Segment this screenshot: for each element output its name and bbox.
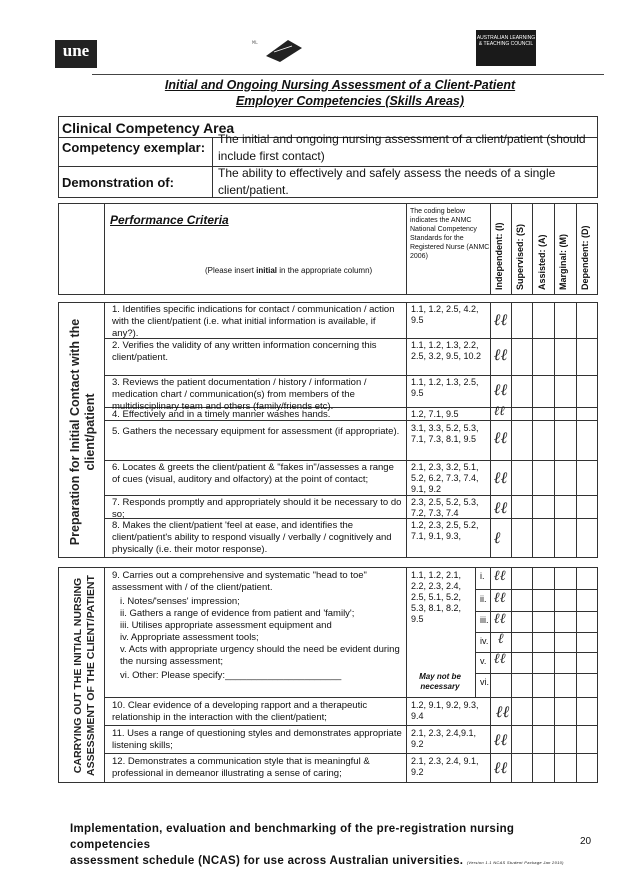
criterion-10-initial[interactable]: ℓℓ — [496, 702, 510, 721]
une-logo: une — [55, 40, 97, 68]
divider — [490, 203, 491, 295]
criterion-6: 6. Locates & greets the client/patient & "fakes in"/assesses a range of cues (visual, auditory and olfactory) at the point of contact; — [112, 462, 394, 485]
criterion-1-initial[interactable]: ℓℓ — [494, 310, 508, 329]
criterion-9ii-initial[interactable]: ℓℓ — [494, 590, 506, 606]
column-marginal: Marginal: (M) — [558, 234, 568, 290]
demonstration-label: Demonstration of: — [62, 175, 174, 190]
divider — [406, 203, 407, 295]
column-dependent: Dependent: (D) — [580, 225, 590, 290]
page-number: 20 — [580, 836, 592, 847]
row-divider — [104, 725, 598, 726]
criterion-12: 12. Demonstrates a communication style that is meaningful & professional in demeanor illustrating a sense of caring; — [112, 756, 370, 779]
criterion-9-sub-iii: iii. Utilises appropriate assessment equipment and — [120, 620, 332, 631]
header-rule — [92, 74, 604, 75]
divider — [532, 567, 533, 783]
criterion-10: 10. Clear evidence of a developing rapport and a therapeutic relationship in the interaction with the client/patient; — [112, 700, 368, 723]
divider — [104, 203, 105, 295]
document-title: Initial and Ongoing Nursing Assessment of a Client-Patient — [164, 78, 516, 92]
exemplar-text: The initial and ongoing nursing assessment of a client/patient (should include first contact) — [218, 132, 586, 163]
criterion-12-codes: 2.1, 2.3, 2.4, 9.1, 9.2 — [411, 756, 479, 777]
criterion-9-sub-v: v. Acts with appropriate urgency should the need be evident during the nursing assessment; — [120, 644, 400, 667]
row-divider — [104, 697, 598, 698]
divider — [576, 567, 577, 783]
criterion-3-codes: 1.1, 1.2, 1.3, 2.5, 9.5 — [411, 377, 479, 398]
criterion-9v-initial[interactable]: ℓℓ — [494, 651, 506, 667]
criterion-5-codes: 3.1, 3.3, 5.2, 5.3, 7.1, 7.3, 8.1, 9.5 — [411, 423, 479, 444]
divider — [511, 203, 512, 295]
roman-ii: ii. — [480, 594, 487, 604]
criterion-4-codes: 1.2, 7.1, 9.5 — [411, 409, 459, 419]
column-assisted: Assisted: (A) — [537, 234, 547, 290]
criterion-3: 3. Reviews the patient documentation / history / information / medication chart / communication(s) from members of the multidisciplinary team and others (family/friends etc). — [112, 377, 367, 412]
divider — [532, 302, 533, 558]
criterion-2-initial[interactable]: ℓℓ — [494, 345, 508, 364]
coding-note: The coding below indicates the ANMC National Competency Standards for the Registered Nurse (ANMC 2006) — [410, 208, 490, 260]
roman-v: v. — [480, 656, 487, 666]
roman-vi: vi. — [480, 677, 489, 687]
criterion-5-initial[interactable]: ℓℓ — [494, 428, 508, 447]
divider — [554, 567, 555, 783]
criterion-7-codes: 2.3, 2.5, 5.2, 5.3, 7.2, 7.3, 7.4 — [411, 497, 479, 518]
criterion-8-codes: 1.2, 2.3, 2.5, 5.2, 7.1, 9.1, 9.3, — [411, 520, 479, 541]
criterion-4: 4. Effectively and in a timely manner washes hands. — [112, 409, 331, 420]
criterion-1: 1. Identifies specific indications for contact / communication / action with the client/patient (i.e. what initial information is available, if any?). — [112, 304, 395, 339]
document-subtitle: Employer Competencies (Skills Areas) — [235, 94, 465, 108]
divider — [511, 567, 512, 783]
assessment-section-label: CARRYING OUT THE INITIAL NURSING ASSESSMENT OF THE CLIENT/PATIENT — [72, 575, 97, 776]
roman-i: i. — [480, 571, 485, 581]
row-divider — [104, 460, 598, 461]
criterion-6-initial[interactable]: ℓℓ — [494, 468, 508, 487]
criterion-5: 5. Gathers the necessary equipment for assessment (if appropriate). — [112, 426, 400, 437]
divider — [554, 203, 555, 295]
criterion-9-sub-vi: vi. Other: Please specify:______________________ — [120, 670, 342, 681]
divider — [212, 137, 213, 198]
criterion-9-sub-i: i. Notes/'senses' impression; — [120, 596, 240, 607]
exemplar-label: Competency exemplar: — [62, 140, 206, 155]
divider — [406, 302, 407, 558]
criterion-9-sub-iv: iv. Appropriate assessment tools; — [120, 632, 259, 643]
ml-logo: ML — [262, 38, 306, 64]
criterion-12-initial[interactable]: ℓℓ — [494, 758, 508, 777]
criterion-9: 9. Carries out a comprehensive and systematic "head to toe" assessment with / of the client/patient. — [112, 570, 367, 593]
criteria-instruction: (Please insert initial in the appropriate column) — [205, 266, 373, 275]
divider — [554, 302, 555, 558]
criterion-9iv-initial[interactable]: ℓ — [498, 631, 504, 647]
criterion-9i-initial[interactable]: ℓℓ — [494, 568, 506, 584]
column-supervised: Supervised: (S) — [515, 223, 525, 290]
criterion-9iii-initial[interactable]: ℓℓ — [494, 611, 506, 627]
divider — [104, 567, 105, 783]
divider — [576, 203, 577, 295]
divider — [511, 302, 512, 558]
criterion-8: 8. Makes the client/patient 'feel at ease, and identifies the client/patient's ability to respond visually / verbally / cognitively and physically (i.e. their motor response). — [112, 520, 392, 555]
divider — [532, 203, 533, 295]
row-divider — [104, 753, 598, 754]
roman-iii: iii. — [480, 615, 489, 625]
criterion-7: 7. Responds promptly and appropriately should it be necessary to do so; — [112, 497, 402, 520]
criterion-6-codes: 2.1, 2.3, 3.2, 5.1, 5.2, 6.2, 7.3, 7.4, 9.1, 9.2 — [411, 462, 479, 494]
criterion-10-codes: 1.2, 9.1, 9.2, 9.3, 9.4 — [411, 700, 479, 721]
competency-area-label: Clinical Competency Area — [62, 120, 235, 136]
footer-text: Implementation, evaluation and benchmarking of the pre-registration nursing competencies assessment schedule (NCAS) for use across Australian universities. (Version 1.1 NCAS Student Package Jan 2010) — [70, 823, 564, 867]
criterion-1-codes: 1.1, 1.2, 2.5, 4.2, 9.5 — [411, 304, 479, 325]
row-divider — [104, 375, 598, 376]
criterion-4-initial[interactable]: ℓℓ — [494, 404, 506, 419]
divider — [576, 302, 577, 558]
criterion-7-initial[interactable]: ℓℓ — [494, 498, 508, 517]
criterion-11-initial[interactable]: ℓℓ — [494, 730, 508, 749]
column-independent: Independent: (I) — [494, 222, 504, 290]
divider — [490, 567, 491, 783]
row-divider — [475, 632, 598, 633]
criterion-3-initial[interactable]: ℓℓ — [494, 380, 508, 399]
criterion-11: 11. Uses a range of questioning styles and demonstrates appropriate listening skills; — [112, 728, 402, 751]
performance-criteria-title: Performance Criteria — [110, 213, 229, 227]
criterion-2-codes: 1.1, 1.2, 1.3, 2.2, 2.5, 3.2, 9.5, 10.2 — [411, 340, 482, 361]
may-not-be-necessary-note: May not be necessary — [419, 672, 461, 691]
demonstration-text: The ability to effectively and safely assess the needs of a single client/patient. — [218, 166, 556, 197]
row-divider — [475, 673, 598, 674]
criterion-11-codes: 2.1, 2.3, 2.4,9.1, 9.2 — [411, 728, 477, 749]
altc-logo: AUSTRALIAN LEARNING & TEACHING COUNCIL — [476, 30, 536, 66]
preparation-section-label: Preparation for Initial Contact with the client/patient — [68, 318, 97, 546]
divider — [104, 302, 105, 558]
criterion-2: 2. Verifies the validity of any written information concerning this client/patient. — [112, 340, 377, 363]
divider — [490, 302, 491, 558]
roman-iv: iv. — [480, 636, 489, 646]
criterion-9-sub-ii: ii. Gathers a range of evidence from patient and 'family'; — [120, 608, 355, 619]
row-divider — [104, 495, 598, 496]
criterion-8-initial[interactable]: ℓ — [494, 528, 501, 547]
criterion-9-codes: 1.1, 1.2, 2.1, 2.2, 2.3, 2.4, 2.5, 5.1, 5.2, 5.3, 8.1, 8.2, 9.5 — [411, 570, 462, 624]
